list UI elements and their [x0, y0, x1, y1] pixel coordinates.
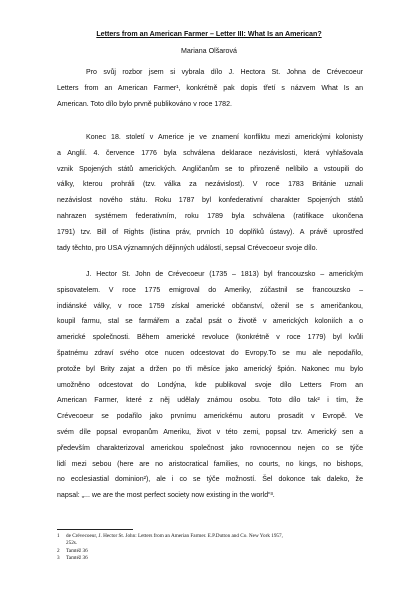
footnote-3 [57, 555, 367, 562]
footnote-1-continued [57, 540, 367, 547]
text-line: American. Toto dílo bylo prvně publikováno v roce 1782. [57, 100, 232, 108]
text-line: a Anglií. 4. července 1776 byla schválena deklarace nezávislosti, která vyhlašovala [57, 149, 363, 157]
paragraph-2 [57, 130, 363, 256]
footnote-text: Tamtéž 36 [66, 547, 88, 554]
text-line: J. Hector St. John de Crévecoeur (1735 – 1813) byl francouzsko – americkým [86, 271, 363, 278]
author-name: Mariana Olšarová [181, 47, 237, 55]
text-line: svém díle popsal evropanům Ameriku, život v této zemi, popsal tzv. Americký sen a [57, 428, 363, 436]
text-line: Crévecoeur se podařilo jako prvnímu americkému autoru prosadit v Evropě. Ve [57, 413, 363, 421]
document-title: Letters from an American Farmer – Letter III: What Is an American? [96, 30, 322, 38]
text-line: spisovatelem. V roce 1775 emigroval do Ameriky, zúčastnil se francouzsko – [57, 286, 363, 294]
footnote-text: Tamtéž 36 [66, 555, 88, 562]
footnotes [57, 533, 367, 563]
text-line: války, kterou prohráli (tzv. válka za nezávislost). V roce 1783 Británie uznali [57, 181, 363, 189]
text-line: tady těchto, pro USA významných dějinných událostí, sepsal Crévecoeur svoje dílo. [57, 244, 318, 252]
text-line: Letters from an American Farmer¹, konkrétně pak dopis třetí s názvem What Is an [57, 84, 363, 92]
text-line: vznik Spojených států amerických. Angličanům se to přirozeně nelíbilo a vstoupili do [57, 165, 363, 173]
paragraph-1 [57, 65, 363, 112]
footnote-text: 252s. [66, 540, 78, 547]
footnote-number: 1 [57, 533, 60, 539]
text-line: především charakterizoval americkou společnost jako rovnocennou nejen co se týče [57, 444, 363, 452]
text-line: Konec 18. století v Americe je ve znamení konfliktu mezi americkými kolonisty [86, 134, 363, 141]
text-line: koupil farmu, stal se farmářem a začal psát o životě v amerických koloniích a o [57, 318, 363, 326]
text-line: American Farmer, které z něj udělaly známou osobu. Toto dílo tak² i tím, že [57, 397, 363, 405]
text-line: Pro svůj rozbor jsem si vybrala dílo J. Hectora St. Johna de Crévecoeur [86, 69, 363, 76]
text-line: špatnému zdraví svého otce nucen odcestovat do Evropy.To se mu ale nepodařilo, [57, 349, 363, 357]
paragraph-3 [57, 267, 363, 504]
footnote-2 [57, 548, 367, 555]
text-line: lidí mezi sebou (here are no aristocratical families, no courts, no kings, no bishops, [57, 460, 363, 468]
text-line: 1791) tzv. Bill of Rights (listina práv, prvních 10 doplňků ústavy). A právě uprostřed [57, 228, 363, 236]
footnote-text: de Crévecoeur, J. Hector St. John: Letters from an Amerian Farmer. E.P.Dutton and Co. New York 1957, [66, 533, 283, 539]
text-line: umožněno odcestovat do Londýna, kde publikoval svoje dílo Letters From an [57, 381, 363, 389]
footnote-number: 3 [57, 555, 60, 562]
text-line: indiánské války, v roce 1759 získal americké občanství, oženil se s američankou, [57, 302, 363, 310]
text-line: nahrazen systémem federativním, roku 1789 byla schválena (ratifikace ukončena [57, 212, 363, 220]
text-line: napsal: „... we are the most perfect society now existing in the world“³. [57, 492, 275, 500]
footnote-separator [57, 529, 133, 530]
text-line: protože byl Brity zajat a držen po tři měsíce jako americký špión. Nakonec mu bylo [57, 365, 363, 373]
text-line: nezávislost nového státu. Roku 1787 byl konfederativní charakter Spojených států [57, 197, 363, 205]
text-line: americké společnosti. Během americké revoluce (konkrétně v roce 1779) byl kvůli [57, 334, 363, 342]
text-line: no ecclesiastial dominion²), ale i co se týče možností. Šel dokonce tak daleko, že [57, 476, 363, 484]
footnote-1 [57, 533, 367, 540]
footnote-number: 2 [57, 547, 60, 554]
